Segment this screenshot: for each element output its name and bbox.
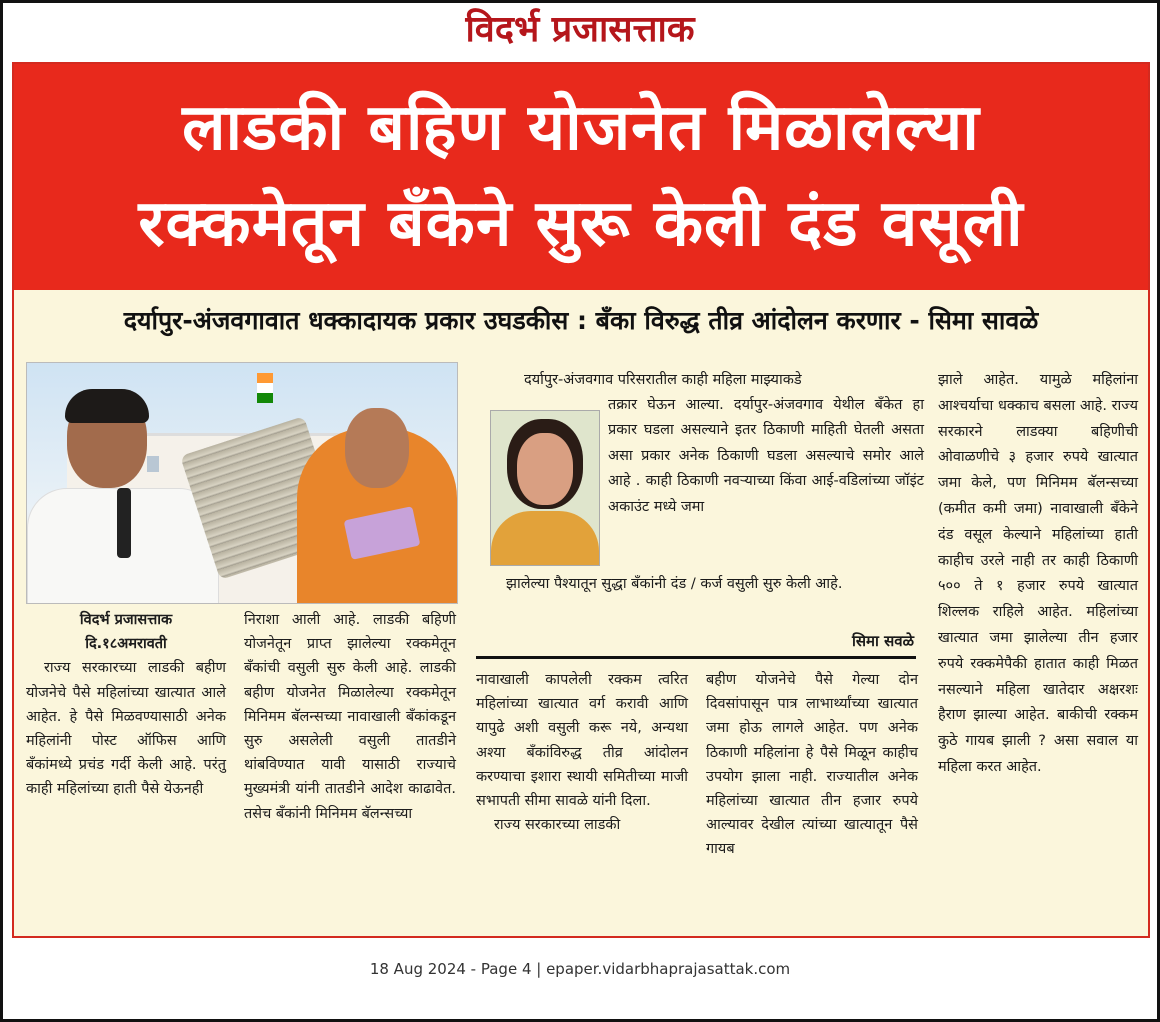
woman-figure	[297, 388, 457, 603]
masthead: विदर्भ प्रजासत्ताक	[465, 9, 695, 50]
intro-indented	[608, 393, 924, 520]
news-clipping	[12, 62, 1150, 938]
intro-tail-block	[506, 572, 924, 597]
headline-banner	[14, 64, 1148, 290]
intro-first-line: दर्यापुर-अंजवगाव परिसरातील काही महिला माझ्याकडे	[524, 372, 802, 388]
byline: सिमा सवळे	[852, 632, 914, 650]
column-3	[476, 668, 688, 837]
microphone-icon	[117, 488, 131, 558]
intro-block	[506, 368, 924, 393]
headline-line-2: रक्कमेतून बँकेने सुरू केली दंड वसूली	[138, 187, 1024, 261]
column-3-text: नावाखाली कापलेली रक्कम त्वरित महिलांच्या खात्यात वर्ग करावी आणि यापुढे अशी वसुली करू नये, अन्यथा अश्या बँकांविरुद्ध तीव्र आंदोलन करण्याचा इशारा स्थायी समितीच्या माजी सभापती सीमा सावळे यांनी दिला.	[476, 672, 688, 810]
page-footer: 18 Aug 2024 - Page 4 | epaper.vidarbhaprajasattak.com	[369, 960, 791, 978]
column-1	[26, 608, 226, 802]
column-2	[244, 608, 456, 826]
column-5-text: झाले आहेत. यामुळे महिलांना आश्चर्याचा धक्काच बसला आहे. राज्य सरकारने लाडक्या बहिणीची ओवाळणीचे ३ हजार रुपये खात्यात जमा केले, पण मिनिमम बॅलन्सच्या (कमीत कमी जमा) नावाखाली बँकेने दंड वसूल केल्याने महिलांच्या हाती काहीच उरले नाही तर काही ठिकाणी ५०० ते १ हजार रुपये खात्यात शिल्लक राहिले आहेत. महिलांच्या खात्यात जमा झालेल्या तीन हजार रुपये रक्कमेपैकी हातात काही मिळत नसल्याने महिला खातेदार अक्षरशः हैराण झाल्या आहेत. बाकीची रक्कम कुठे गायब झाली ? असा सवाल या महिला करत आहेत.	[938, 372, 1138, 775]
intro-tail-text: झालेल्या पैश्यातून सुद्धा बँकांनी दंड / कर्ज वसुली सुरु केली आहे.	[506, 576, 843, 592]
news-photo	[26, 362, 458, 604]
subheadline: दर्यापुर-अंजवगावात धक्कादायक प्रकार उघडकीस : बँका विरुद्ध तीव्र आंदोलन करणार - सिमा सावळे	[123, 306, 1039, 335]
intro-indented-text: तक्रार घेऊन आल्या. दर्यापुर-अंजवगाव येथील बँकेत हा प्रकार घडला असल्याने इतर ठिकाणी माहिती घेतली असता असा प्रकार अनेक ठिकाणी घडला असल्याचे समोर आले आहे . काही ठिकाणी नवऱ्याच्या किंवा आई-वडिलांच्या जॉइंट अकाउंट मध्ये जमा	[608, 397, 924, 515]
caption-paper: विदर्भ प्रजासत्ताक	[79, 612, 173, 628]
column-4-text: बहीण योजनेचे पैसे गेल्या दोन दिवसांपासून पात्र लाभार्थ्यांच्या खात्यात जमा होऊ लागले आहेत. पण अनेक ठिकाणी महिलांना हे पैसे मिळून काहीच उपयोग झाला नाही. राज्यातील अनेक महिलांच्या खात्यात तीन हजार रुपये आल्यावर देखील त्यांच्या खात्यातून पैसे गायब	[706, 672, 918, 858]
headline-line-1: लाडकी बहिण योजनेत मिळालेल्या	[182, 91, 980, 165]
column-4	[706, 668, 918, 862]
caption-dateline: दि.१८अमरावती	[85, 636, 167, 653]
column-2-text: निराशा आली आहे. लाडकी बहिणी योजनेतून प्राप्त झालेल्या रक्कमेतून बँकांची वसुली सुरु केली आहे. लाडकी बहीण योजनेत मिळालेल्या रक्कमेतून मिनिमम बॅलन्सच्या नावाखाली बँकांकडून सुरु असलेली वसुली तातडीने थांबविण्यात यावी यासाठी राज्याचे मुख्यमंत्री यांनी तातडीने आदेश काढावेत. तसेच बँकांनी मिनिमम बॅलन्सच्या	[244, 612, 456, 822]
flag-icon	[257, 373, 273, 403]
column-1-text: राज्य सरकारच्या लाडकी बहीण योजनेचे पैसे महिलांच्या खात्यात आले आहेत. हे पैसे मिळवण्यासाठी अनेक महिलांनी पोस्ट ऑफिस आणि बँकांमध्ये प्रचंड गर्दी केली आहे. परंतु काही महिलांच्या हाती पैसे येऊनही	[26, 660, 226, 798]
author-portrait	[490, 410, 600, 566]
column-3-tail: राज्य सरकारच्या लाडकी	[494, 817, 621, 834]
column-5	[938, 368, 1138, 781]
section-divider	[476, 656, 916, 659]
